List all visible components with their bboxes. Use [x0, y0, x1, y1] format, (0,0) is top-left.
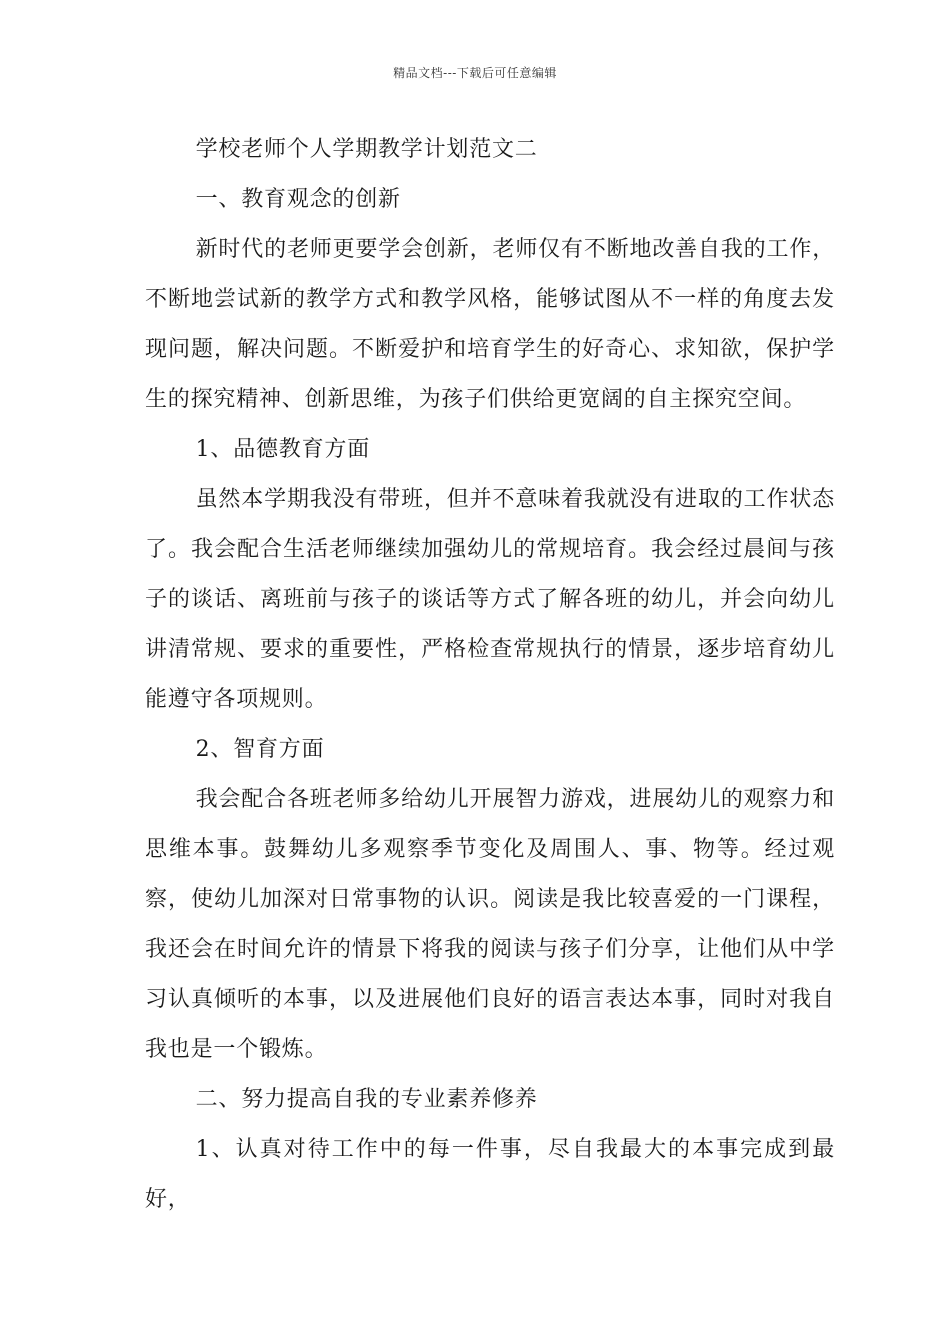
document-title: 学校老师个人学期教学计划范文二	[195, 137, 538, 162]
section-heading: 二、努力提高自我的专业素养修养	[195, 1087, 538, 1112]
paragraph: 新时代的老师更要学会创新，老师仅有不断地改善自我的工作，不断地尝试新的教学方式和教学风格，能够试图从不一样的角度去发现问题，解决问题。不断爱护和培育学生的好奇心、求知欲，保护学生的探究精神、创新思维，为孩子们供给更宽阔的自主探究空间。	[145, 237, 835, 412]
section-heading: 1、品德教育方面	[195, 437, 370, 462]
paragraph: 虽然本学期我没有带班，但并不意味着我就没有进取的工作状态了。我会配合生活老师继续加强幼儿的常规培育。我会经过晨间与孩子的谈话、离班前与孩子的谈话等方式了解各班的幼儿，并会向幼儿讲清常规、要求的重要性，严格检查常规执行的情景，逐步培育幼儿能遵守各项规则。	[145, 487, 835, 712]
paragraph: 我会配合各班老师多给幼儿开展智力游戏，进展幼儿的观察力和思维本事。鼓舞幼儿多观察季节变化及周围人、事、物等。经过观察，使幼儿加深对日常事物的认识。阅读是我比较喜爱的一门课程，我还会在时间允许的情景下将我的阅读与孩子们分享，让他们从中学习认真倾听的本事，以及进展他们良好的语言表达本事，同时对我自我也是一个锻炼。	[145, 787, 835, 1062]
section-heading: 2、智育方面	[195, 737, 325, 762]
paragraph: 1、认真对待工作中的每一件事，尽自我最大的本事完成到最好，	[145, 1137, 835, 1212]
page-header: 精品文档---下载后可任意编辑	[393, 66, 557, 80]
document-body	[145, 125, 835, 1225]
section-heading: 一、教育观念的创新	[195, 187, 401, 212]
